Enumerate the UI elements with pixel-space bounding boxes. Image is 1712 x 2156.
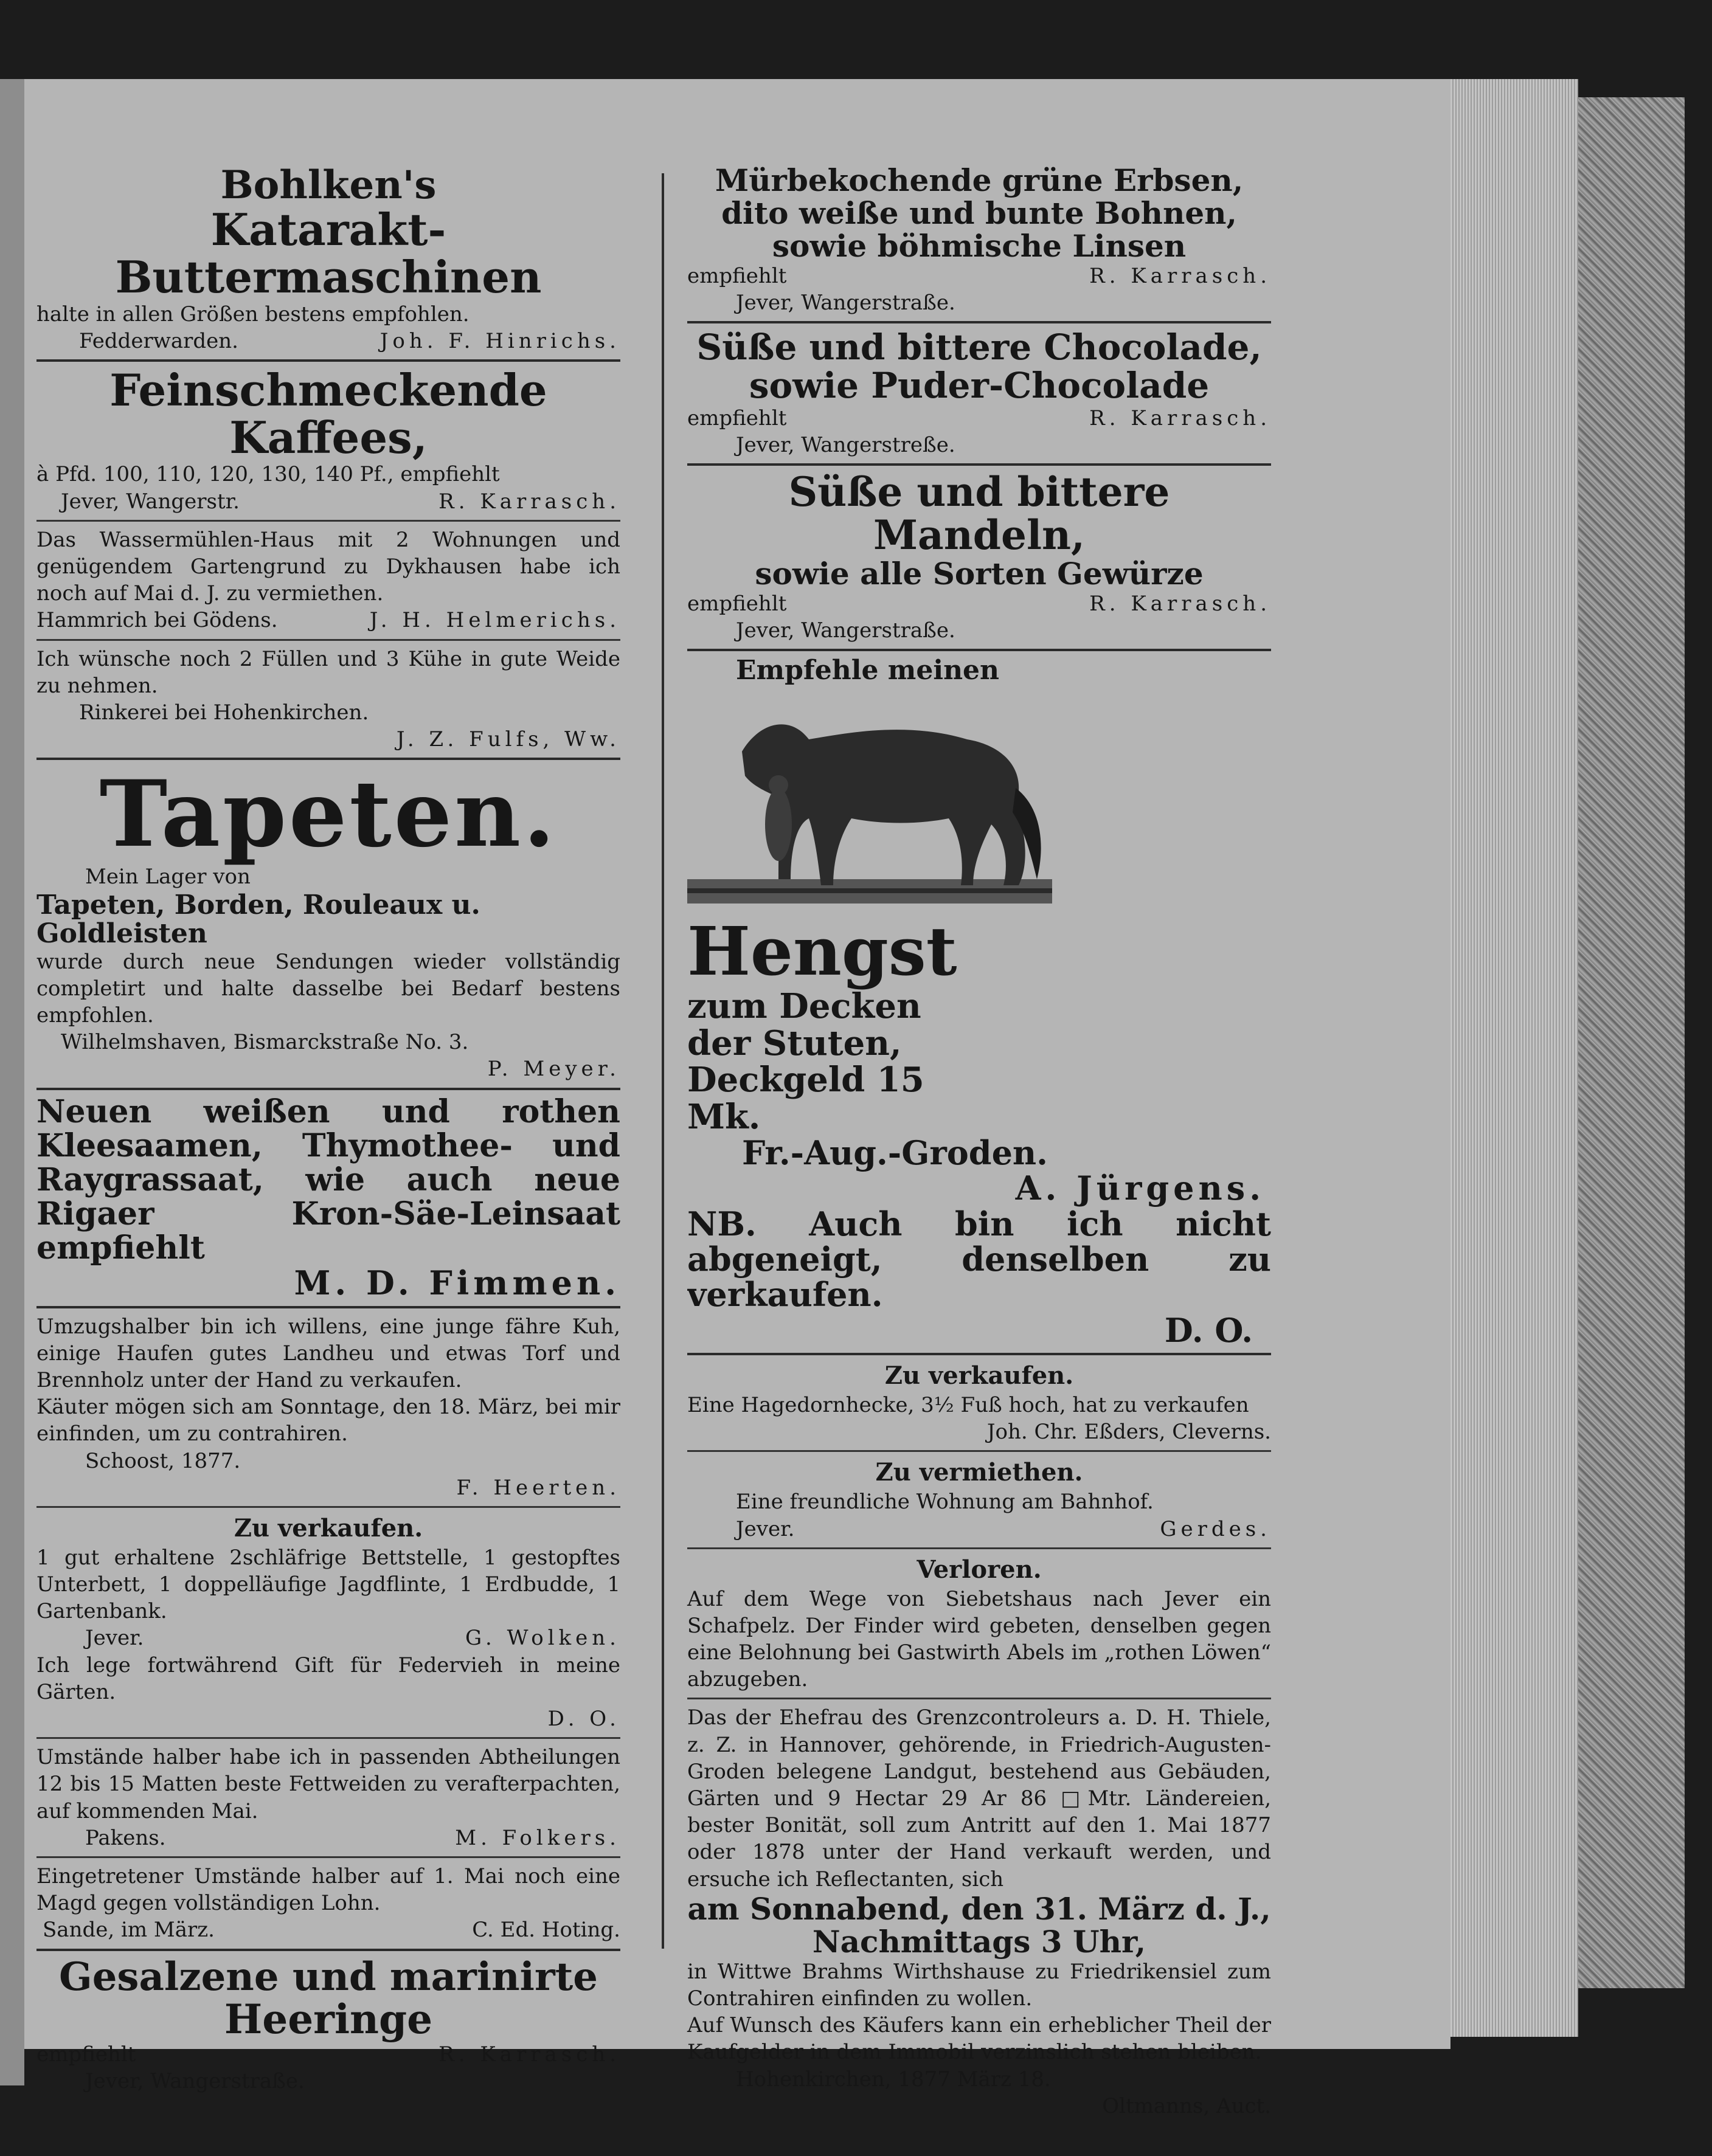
ad-place: Wilhelmshaven, Bismarckstraße No. 3. <box>61 1030 469 1055</box>
ad-title: Bohlken's <box>220 162 437 208</box>
ad-text: Das Wassermühlen-Haus mit 2 Wohnungen und genügendem Gartengrund zu Dykhausen habe ich noch auf Mai d. J. zu vermiethen. <box>36 527 620 606</box>
ad-title: Tapeten. <box>99 761 558 868</box>
ad-signer: D. O. <box>547 1707 620 1732</box>
ad-line-3: sowie böhmische Linsen <box>772 228 1187 264</box>
ad-subtitle: Katarakt-Buttermaschinen <box>115 204 542 303</box>
ad-place: Sande, im März. <box>43 1918 215 1943</box>
ad-signer: R. Karrasch. <box>438 489 620 514</box>
ad-time: Nachmittags 3 Uhr, <box>812 1923 1146 1960</box>
ad-text: halte in allen Größen bestens empfohlen. <box>36 302 470 327</box>
ad-text: empfiehlt <box>687 406 787 430</box>
ad-text: Umstände halber habe ich in passenden Abtheilungen 12 bis 15 Matten beste Fettweiden zu verafterpachten, auf kommenden Mai. <box>36 1745 620 1823</box>
ad-wohnung <box>687 1457 1271 1542</box>
ad-signer: R. Karrasch. <box>1089 264 1271 288</box>
ad-text: Ich lege fortwährend Gift für Federvieh in meine Gärten. <box>36 1653 620 1704</box>
ad-text-2: in Wittwe Brahms Wirthshause zu Friedrikensiel zum Contrahiren einfinden zu wollen. <box>687 1959 1271 2011</box>
ad-line-3: Deckgeld 15 <box>687 1060 924 1100</box>
ad-heading: Zu vermiethen. <box>875 1458 1083 1487</box>
ad-signature-row <box>36 488 620 515</box>
ad-text: 1 gut erhaltene 2schläfrige Bettstelle, 1 gestopftes Unterbett, 1 doppelläufige Jagdflinte, 1 Erdbudde, 1 Gartenbank. <box>36 1545 620 1624</box>
horse-illustration <box>687 685 1052 916</box>
ad-gift <box>36 1652 620 1733</box>
ad-signature-row <box>36 607 620 634</box>
page-edges <box>1450 79 1578 2037</box>
divider <box>36 1856 620 1858</box>
ad-heading: Zu verkaufen. <box>884 1361 1074 1390</box>
ad-heading: Zu verkaufen. <box>234 1513 423 1543</box>
ad-verkaufen <box>36 1513 620 1652</box>
ad-verloren <box>687 1554 1271 1693</box>
ad-signer: C. Ed. Hoting. <box>472 1918 620 1943</box>
ad-text: Eine Hagedornhecke, 3½ Fuß hoch, hat zu verkaufen <box>687 1392 1249 1417</box>
ad-signature-row <box>36 328 620 354</box>
ad-mandeln <box>687 468 1271 644</box>
ad-text: à Pfd. 100, 110, 120, 130, 140 Pf., empfiehlt <box>36 462 500 487</box>
divider <box>36 1306 620 1308</box>
left-page-edge <box>0 79 24 2085</box>
ad-tapeten <box>36 761 620 1082</box>
ad-signer: Joh. Chr. Eßders, Cleverns. <box>986 1420 1271 1445</box>
ad-kaffees <box>36 364 620 515</box>
ad-signer: J. Z. Fulfs, Ww. <box>396 727 620 752</box>
ad-place: Fedderwarden. <box>79 328 238 353</box>
divider <box>36 359 620 362</box>
ad-klee <box>36 1095 620 1301</box>
ad-signer: Gerdes. <box>1160 1516 1271 1541</box>
ad-text: Ich wünsche noch 2 Füllen und 3 Kühe in gute Weide zu nehmen. <box>36 646 620 698</box>
ad-chocolade <box>687 328 1271 458</box>
ad-intro: Empfehle meinen <box>736 655 1000 686</box>
ad-heeringe <box>36 1956 620 2095</box>
ad-landgut <box>687 1704 1271 2119</box>
ad-signer: P. Meyer. <box>487 1057 620 1082</box>
ad-magd <box>36 1863 620 1944</box>
right-column <box>687 164 1271 2120</box>
ad-place: Jever, Wangerstreße. <box>736 432 955 457</box>
ad-items: Tapeten, Borden, Rouleaux u. Goldleisten <box>36 889 480 950</box>
divider <box>36 1088 620 1090</box>
ad-line-2: sowie Puder-Chocolade <box>749 365 1210 406</box>
ad-signature-row <box>36 1825 620 1851</box>
ad-text: Das der Ehefrau des Grenzcontroleurs a. D. H. Thiele, z. Z. in Hannover, gehörende, in Friedrich-Augusten-Groden belegene Landgut, bestehend aus Gebäuden, Gärten und 9 Hectar 29 Ar 86 □Mtr. Ländereien, bester Bonität, soll zum Antritt auf den 1. Mai 1877 oder 1878 unter der Hand verkauft werden, und ersuche ich Reflectanten, sich <box>687 1705 1271 1892</box>
ad-line-1: Süße und bittere Chocolade, <box>696 327 1262 368</box>
ad-text: Neuen weißen und rothen Kleesaamen, Thymothee- und Raygrassaat, wie auch neue Rigaer Kron-Säe-Leinsaat empfiehlt <box>36 1093 620 1267</box>
ad-fuellen <box>36 646 620 753</box>
ad-wassermuehle <box>36 527 620 634</box>
ad-date: am Sonnabend, den 31. März d. J., <box>687 1890 1271 1927</box>
ad-title: Hengst <box>687 912 957 991</box>
ad-intro: Mein Lager von <box>85 865 251 890</box>
book-cover <box>1578 97 1685 1988</box>
ad-text: empfiehlt <box>687 591 787 616</box>
ad-hengst <box>687 656 1271 1348</box>
ad-title-2: Heeringe <box>224 1995 433 2043</box>
ad-place: Jever, Wangerstraße. <box>736 291 955 316</box>
ad-signer: M. Folkers. <box>455 1825 620 1850</box>
ad-signature-row <box>36 1916 620 1943</box>
ad-nb: NB. Auch bin ich nicht abgeneigt, denselben zu verkaufen. <box>687 1204 1271 1315</box>
ad-signer: J. H. Helmerichs. <box>369 608 620 633</box>
ad-signer: Oltmanns, Auct. <box>1102 2093 1271 2118</box>
ad-place: Hohenkirchen, 1877 März 18. <box>736 2067 1051 2092</box>
ad-signature-row <box>36 1625 620 1651</box>
ad-place: Jever, Wangerstraße. <box>85 2069 305 2094</box>
divider <box>36 520 620 522</box>
ad-text: Eingetretener Umstände halber auf 1. Mai noch eine Magd gegen vollständigen Lohn. <box>36 1864 620 1916</box>
divider <box>687 1450 1271 1452</box>
ad-line-1: Mürbekochende grüne Erbsen, <box>715 162 1244 198</box>
ad-bohlken <box>36 164 620 354</box>
ad-erbsen <box>687 164 1271 316</box>
divider <box>687 463 1271 466</box>
ad-title: Gesalzene und marinirte <box>59 1954 598 2000</box>
ad-signature-row <box>687 590 1271 617</box>
divider <box>36 1949 620 1951</box>
ad-signature-row <box>687 263 1271 289</box>
divider <box>687 1547 1271 1549</box>
ad-text: Umzugshalber bin ich willens, eine junge fähre Kuh, einige Haufen gutes Landheu und etwas Torf und Brennholz unter der Hand zu verkaufen. <box>36 1314 620 1392</box>
ad-place: Fr.-Aug.-Groden. <box>742 1133 1048 1173</box>
ad-signer: M. D. Fimmen. <box>294 1263 620 1303</box>
ad-umzug <box>36 1313 620 1501</box>
ad-signer: R. Karrasch. <box>1089 406 1271 430</box>
horse-icon <box>687 685 1052 916</box>
ad-place: Hammrich bei Gödens. <box>36 608 278 633</box>
ad-text: empfiehlt <box>687 264 787 288</box>
ad-text-2: Käuter mögen sich am Sonntage, den 18. März, bei mir einfinden, um zu contrahiren. <box>36 1395 620 1446</box>
ad-line-2: der Stuten, <box>687 1023 902 1063</box>
ad-line-1: Süße und bittere Mandeln, <box>788 468 1170 559</box>
ad-fettweiden <box>36 1744 620 1851</box>
divider <box>687 321 1271 323</box>
ad-signer: G. Wolken. <box>465 1626 620 1651</box>
left-column <box>36 164 620 2095</box>
ad-signer: F. Heerten. <box>456 1475 620 1500</box>
ad-place: Pakens. <box>85 1825 166 1850</box>
ad-text-3: Auf Wunsch des Käufers kann ein erheblicher Theil der Kaufgelder in dem Immobil verzinslich stehen bleiben. <box>687 2013 1271 2065</box>
column-divider <box>662 173 664 1949</box>
ad-line-4: Mk. <box>687 1096 761 1137</box>
ad-signature-row <box>36 2041 620 2068</box>
ad-hagedorn <box>687 1360 1271 1445</box>
ad-place: Jever, Wangerstr. <box>61 489 240 514</box>
divider <box>687 649 1271 651</box>
ad-text: Auf dem Wege von Siebetshaus nach Jever ein Schafpelz. Der Finder wird gebeten, denselben gegen eine Belohnung bei Gastwirth Abels im „rothen Löwen“ abzugeben. <box>687 1586 1271 1692</box>
ad-place: Jever, Wangerstraße. <box>736 618 955 643</box>
ad-place: Schoost, 1877. <box>85 1448 241 1473</box>
ad-signature-row <box>687 1516 1271 1543</box>
divider <box>36 1737 620 1739</box>
ad-place: Jever. <box>85 1626 144 1651</box>
ad-place: Jever. <box>736 1516 795 1541</box>
divider <box>687 1698 1271 1699</box>
ad-text: Eine freundliche Wohnung am Bahnhof. <box>736 1490 1154 1515</box>
ad-line-1: zum Decken <box>687 986 921 1027</box>
ad-signer: A. Jürgens. <box>1015 1169 1265 1208</box>
ad-place: Rinkerei bei Hohenkirchen. <box>79 700 369 725</box>
ad-line-2: dito weiße und bunte Bohnen, <box>721 195 1237 231</box>
ad-signer: R. Karrasch. <box>1089 591 1271 616</box>
ad-line-2: sowie alle Sorten Gewürze <box>755 555 1204 592</box>
ad-text: empfiehlt <box>36 2042 136 2067</box>
ad-signature-row <box>687 405 1271 432</box>
ad-text: wurde durch neue Sendungen wieder vollständig completirt und halte dasselbe bei Bedarf bestens empfohlen. <box>36 949 620 1028</box>
divider <box>36 639 620 641</box>
divider <box>36 758 620 760</box>
divider <box>36 1506 620 1508</box>
ad-signer: Joh. F. Hinrichs. <box>379 328 620 353</box>
ad-title: Feinschmeckende Kaffees, <box>109 364 547 463</box>
divider <box>687 1353 1271 1355</box>
ad-signer: R. Karrasch. <box>438 2042 620 2067</box>
ad-nb-signer: D. O. <box>1164 1310 1253 1348</box>
ad-heading: Verloren. <box>917 1555 1042 1584</box>
